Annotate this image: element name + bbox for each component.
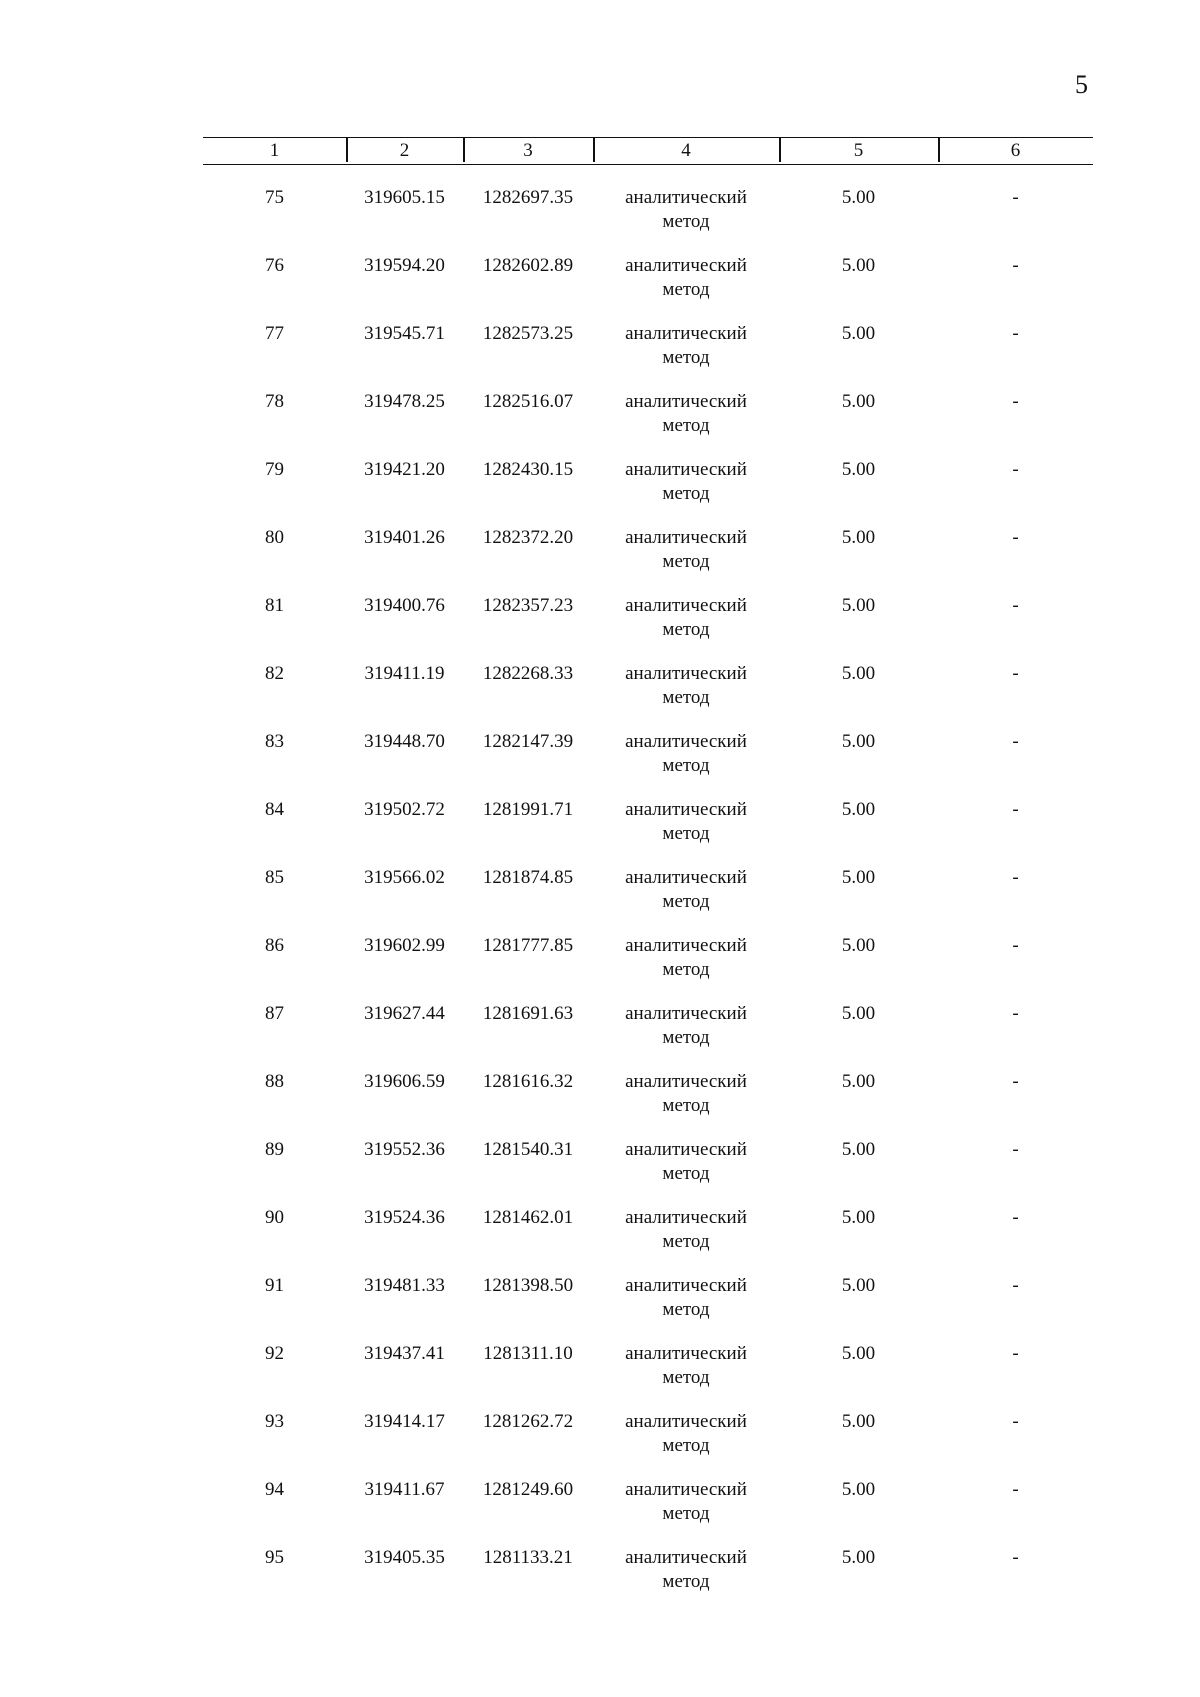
table-row: [0, 662, 1200, 730]
x-coordinate-cell: 319437.41: [364, 1343, 445, 1364]
method-line: метод: [662, 1163, 710, 1184]
table-row: [0, 322, 1200, 390]
note-cell: -: [1012, 391, 1019, 412]
y-coordinate-cell: 1281691.63: [482, 1003, 574, 1024]
accuracy-cell: 5.00: [841, 391, 876, 412]
method-line: метод: [662, 755, 710, 776]
method-line: аналитический: [625, 391, 747, 412]
method-line: аналитический: [625, 595, 747, 616]
note-cell: -: [1012, 255, 1019, 276]
accuracy-cell: 5.00: [841, 663, 876, 684]
note-cell: -: [1012, 1547, 1019, 1568]
table-row: [0, 1138, 1200, 1206]
note-cell: -: [1012, 731, 1019, 752]
method-line: метод: [662, 1027, 710, 1048]
table-row: [0, 1478, 1200, 1546]
y-coordinate-cell: 1281398.50: [482, 1275, 574, 1296]
note-cell: -: [1012, 1139, 1019, 1160]
y-coordinate-cell: 1282602.89: [482, 255, 574, 276]
method-cell: [593, 594, 779, 642]
accuracy-cell: 5.00: [841, 1343, 876, 1364]
y-coordinate-cell: 1281249.60: [482, 1479, 574, 1500]
point-number-cell: 93: [265, 1411, 284, 1432]
accuracy-cell: 5.00: [841, 1003, 876, 1024]
method-line: метод: [662, 1095, 710, 1116]
note-cell: -: [1012, 595, 1019, 616]
x-coordinate-cell: 319602.99: [364, 935, 445, 956]
point-number-cell: 79: [265, 459, 284, 480]
x-coordinate-cell: 319411.19: [364, 663, 445, 684]
table-row: [0, 798, 1200, 866]
method-line: метод: [662, 1503, 710, 1524]
y-coordinate-cell: 1282430.15: [482, 459, 574, 480]
method-line: аналитический: [625, 935, 747, 956]
method-cell: [593, 322, 779, 370]
y-coordinate-cell: 1281262.72: [482, 1411, 574, 1432]
y-coordinate-cell: 1281616.32: [482, 1071, 574, 1092]
x-coordinate-cell: 319401.26: [364, 527, 445, 548]
method-line: аналитический: [625, 1275, 747, 1296]
point-number-cell: 80: [265, 527, 284, 548]
point-number-cell: 83: [265, 731, 284, 752]
method-cell: [593, 526, 779, 574]
table-row: [0, 1002, 1200, 1070]
note-cell: -: [1012, 867, 1019, 888]
accuracy-cell: 5.00: [841, 1479, 876, 1500]
x-coordinate-cell: 319594.20: [364, 255, 445, 276]
method-line: метод: [662, 959, 710, 980]
note-cell: -: [1012, 1071, 1019, 1092]
note-cell: -: [1012, 459, 1019, 480]
method-line: метод: [662, 823, 710, 844]
method-line: аналитический: [625, 1071, 747, 1092]
method-line: аналитический: [625, 1139, 747, 1160]
table-row: [0, 254, 1200, 322]
method-line: аналитический: [625, 527, 747, 548]
table-row: [0, 1342, 1200, 1410]
table-header: [203, 137, 1093, 165]
accuracy-cell: 5.00: [841, 1411, 876, 1432]
x-coordinate-cell: 319478.25: [364, 391, 445, 412]
table-row: [0, 390, 1200, 458]
method-line: метод: [662, 1231, 710, 1252]
point-number-cell: 82: [265, 663, 284, 684]
header-col-3: 3: [523, 140, 533, 161]
method-line: аналитический: [625, 1479, 747, 1500]
method-cell: [593, 1342, 779, 1390]
table-row: [0, 1274, 1200, 1342]
method-cell: [593, 730, 779, 778]
note-cell: -: [1012, 935, 1019, 956]
header-col-4: 4: [681, 140, 691, 161]
point-number-cell: 85: [265, 867, 284, 888]
accuracy-cell: 5.00: [841, 731, 876, 752]
method-line: метод: [662, 1435, 710, 1456]
method-line: аналитический: [625, 255, 747, 276]
note-cell: -: [1012, 187, 1019, 208]
header-col-6: 6: [1010, 140, 1021, 161]
method-cell: [593, 1546, 779, 1594]
page-number: 5: [1075, 70, 1088, 99]
note-cell: -: [1012, 527, 1019, 548]
y-coordinate-cell: 1282516.07: [482, 391, 574, 412]
accuracy-cell: 5.00: [841, 1071, 876, 1092]
note-cell: -: [1012, 1411, 1019, 1432]
accuracy-cell: 5.00: [841, 323, 876, 344]
note-cell: -: [1012, 1003, 1019, 1024]
note-cell: -: [1012, 799, 1019, 820]
y-coordinate-cell: 1281991.71: [482, 799, 574, 820]
accuracy-cell: 5.00: [841, 1207, 876, 1228]
x-coordinate-cell: 319627.44: [364, 1003, 445, 1024]
method-cell: [593, 866, 779, 914]
method-line: метод: [662, 1571, 710, 1592]
method-line: метод: [662, 483, 710, 504]
point-number-cell: 89: [265, 1139, 284, 1160]
accuracy-cell: 5.00: [841, 187, 876, 208]
x-coordinate-cell: 319400.76: [364, 595, 445, 616]
header-col-2: 2: [399, 140, 410, 161]
method-line: аналитический: [625, 731, 747, 752]
point-number-cell: 81: [265, 595, 284, 616]
point-number-cell: 84: [265, 799, 284, 820]
x-coordinate-cell: 319606.59: [364, 1071, 445, 1092]
x-coordinate-cell: 319448.70: [364, 731, 445, 752]
header-col-5: 5: [853, 140, 864, 161]
point-number-cell: 75: [265, 187, 284, 208]
accuracy-cell: 5.00: [841, 1275, 876, 1296]
method-line: аналитический: [625, 799, 747, 820]
method-cell: [593, 254, 779, 302]
method-line: метод: [662, 1367, 710, 1388]
note-cell: -: [1012, 663, 1019, 684]
method-cell: [593, 1410, 779, 1458]
method-cell: [593, 1478, 779, 1526]
x-coordinate-cell: 319405.35: [364, 1547, 445, 1568]
table-row: [0, 1410, 1200, 1478]
method-cell: [593, 662, 779, 710]
note-cell: -: [1012, 1207, 1019, 1228]
table-row: [0, 866, 1200, 934]
point-number-cell: 78: [265, 391, 284, 412]
x-coordinate-cell: 319411.67: [364, 1479, 445, 1500]
point-number-cell: 91: [265, 1275, 284, 1296]
method-line: аналитический: [625, 459, 747, 480]
method-line: аналитический: [625, 1411, 747, 1432]
point-number-cell: 90: [265, 1207, 284, 1228]
x-coordinate-cell: 319524.36: [364, 1207, 445, 1228]
method-cell: [593, 1138, 779, 1186]
table-row: [0, 1206, 1200, 1274]
method-line: аналитический: [625, 663, 747, 684]
y-coordinate-cell: 1281311.10: [483, 1343, 573, 1364]
note-cell: -: [1012, 1275, 1019, 1296]
y-coordinate-cell: 1282268.33: [482, 663, 574, 684]
point-number-cell: 87: [265, 1003, 284, 1024]
method-line: метод: [662, 891, 710, 912]
method-line: аналитический: [625, 323, 747, 344]
method-cell: [593, 458, 779, 506]
accuracy-cell: 5.00: [841, 527, 876, 548]
accuracy-cell: 5.00: [841, 799, 876, 820]
x-coordinate-cell: 319552.36: [364, 1139, 445, 1160]
x-coordinate-cell: 319605.15: [364, 187, 445, 208]
accuracy-cell: 5.00: [841, 1139, 876, 1160]
y-coordinate-cell: 1282573.25: [482, 323, 574, 344]
x-coordinate-cell: 319414.17: [364, 1411, 445, 1432]
method-cell: [593, 1070, 779, 1118]
accuracy-cell: 5.00: [841, 935, 876, 956]
y-coordinate-cell: 1281777.85: [482, 935, 574, 956]
method-cell: [593, 934, 779, 982]
note-cell: -: [1012, 1479, 1019, 1500]
table-row: [0, 186, 1200, 254]
x-coordinate-cell: 319481.33: [364, 1275, 445, 1296]
accuracy-cell: 5.00: [841, 255, 876, 276]
y-coordinate-cell: 1281462.01: [482, 1207, 574, 1228]
y-coordinate-cell: 1282697.35: [482, 187, 574, 208]
method-line: метод: [662, 279, 710, 300]
point-number-cell: 77: [265, 323, 284, 344]
y-coordinate-cell: 1281133.21: [483, 1547, 573, 1568]
x-coordinate-cell: 319502.72: [364, 799, 445, 820]
method-line: метод: [662, 347, 710, 368]
table-row: [0, 526, 1200, 594]
method-line: аналитический: [625, 1207, 747, 1228]
point-number-cell: 94: [265, 1479, 284, 1500]
accuracy-cell: 5.00: [841, 1547, 876, 1568]
note-cell: -: [1012, 1343, 1019, 1364]
table-row: [0, 934, 1200, 1002]
method-line: аналитический: [625, 867, 747, 888]
y-coordinate-cell: 1282372.20: [482, 527, 574, 548]
y-coordinate-cell: 1282357.23: [482, 595, 574, 616]
method-line: метод: [662, 619, 710, 640]
point-number-cell: 86: [265, 935, 284, 956]
table-row: [0, 458, 1200, 526]
y-coordinate-cell: 1281540.31: [482, 1139, 574, 1160]
point-number-cell: 76: [265, 255, 284, 276]
method-cell: [593, 186, 779, 234]
method-cell: [593, 1206, 779, 1254]
table-row: [0, 594, 1200, 662]
method-line: метод: [662, 1299, 710, 1320]
x-coordinate-cell: 319421.20: [364, 459, 445, 480]
method-line: метод: [662, 687, 710, 708]
method-line: аналитический: [625, 1003, 747, 1024]
point-number-cell: 88: [265, 1071, 284, 1092]
method-line: метод: [662, 551, 710, 572]
method-cell: [593, 1274, 779, 1322]
method-cell: [593, 390, 779, 438]
method-cell: [593, 798, 779, 846]
y-coordinate-cell: 1282147.39: [482, 731, 574, 752]
accuracy-cell: 5.00: [841, 867, 876, 888]
method-line: аналитический: [625, 1547, 747, 1568]
method-line: аналитический: [625, 1343, 747, 1364]
method-line: метод: [662, 211, 710, 232]
accuracy-cell: 5.00: [841, 595, 876, 616]
y-coordinate-cell: 1281874.85: [482, 867, 574, 888]
method-cell: [593, 1002, 779, 1050]
x-coordinate-cell: 319545.71: [364, 323, 445, 344]
x-coordinate-cell: 319566.02: [364, 867, 445, 888]
accuracy-cell: 5.00: [841, 459, 876, 480]
table-row: [0, 1546, 1200, 1614]
method-line: метод: [662, 415, 710, 436]
table-body: [0, 186, 1200, 1614]
table-row: [0, 1070, 1200, 1138]
point-number-cell: 95: [265, 1547, 284, 1568]
method-line: аналитический: [625, 187, 747, 208]
header-col-1: 1: [269, 140, 280, 161]
point-number-cell: 92: [265, 1343, 284, 1364]
note-cell: -: [1012, 323, 1019, 344]
table-row: [0, 730, 1200, 798]
